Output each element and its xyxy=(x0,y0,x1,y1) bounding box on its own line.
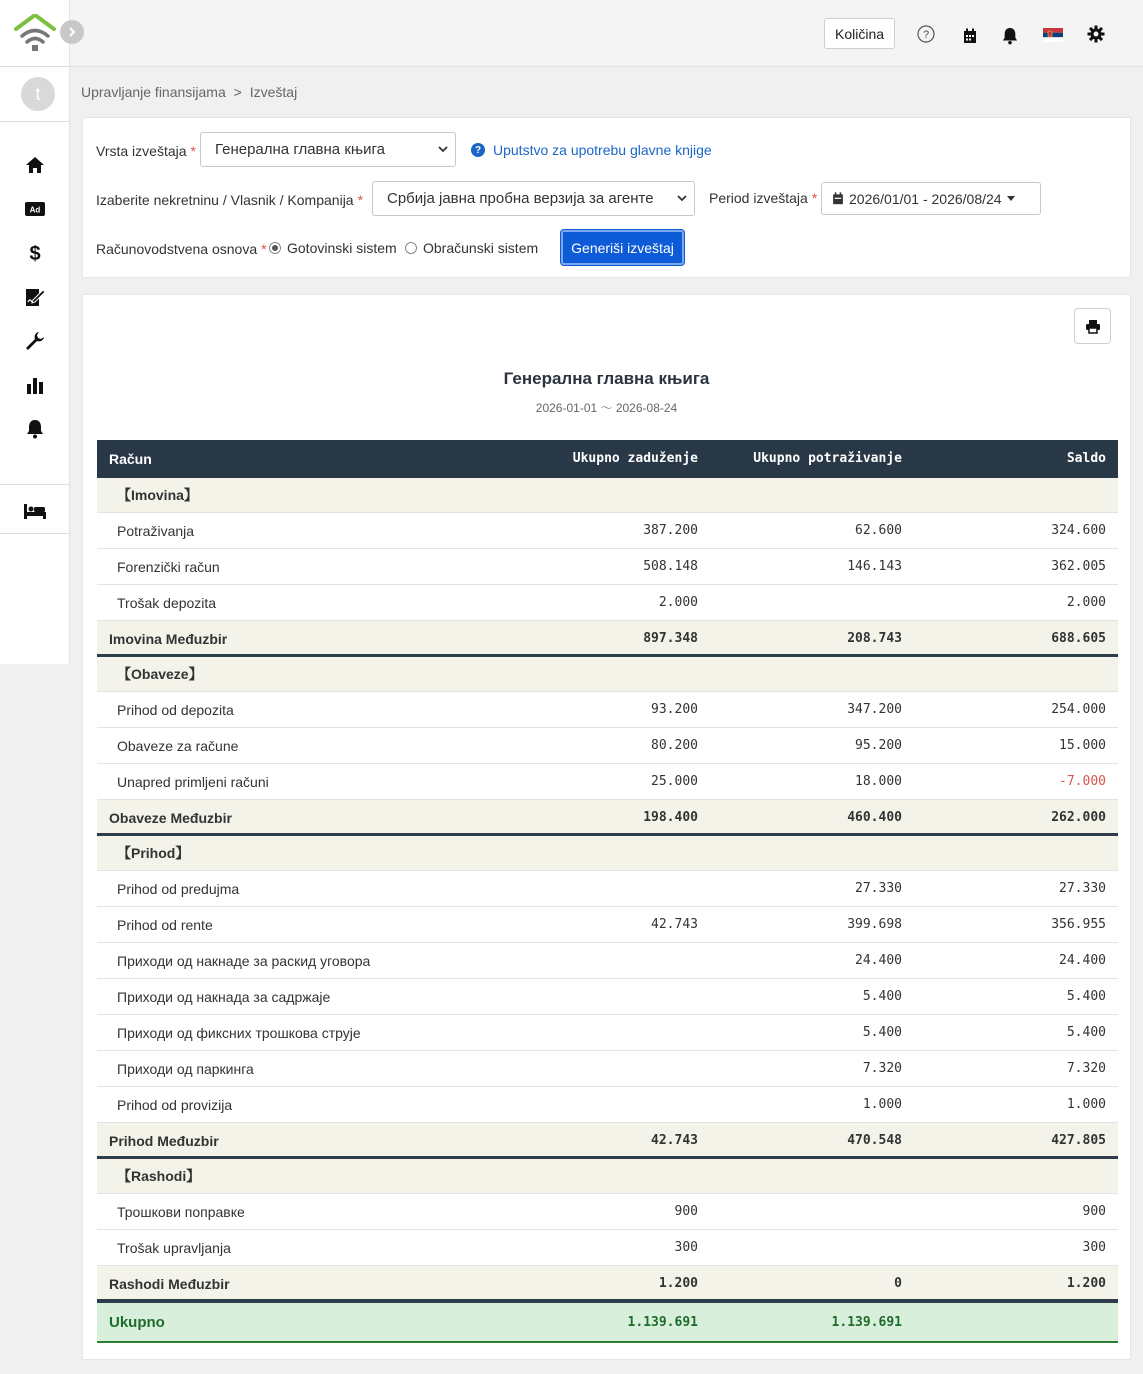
table-row xyxy=(97,764,1118,800)
bell-icon[interactable] xyxy=(23,417,47,441)
report-type-label: Vrsta izveštaja * xyxy=(96,143,196,159)
basis-option-label: Gotovinski sistem xyxy=(287,240,397,256)
credit-cell: 1.000 xyxy=(862,1097,902,1112)
subtotal-row xyxy=(97,1123,1118,1159)
svg-text:$: $ xyxy=(29,243,41,263)
help-link[interactable] xyxy=(471,142,712,158)
account-name: 【Rashodi】 xyxy=(117,1168,201,1184)
credit-cell: 5.400 xyxy=(862,989,902,1004)
sign-document-icon[interactable] xyxy=(23,285,47,309)
subtotal-row xyxy=(97,621,1118,657)
bar-chart-icon[interactable] xyxy=(23,373,47,397)
debit-cell: 198.400 xyxy=(643,810,698,825)
subtotal-row xyxy=(97,800,1118,836)
table-row xyxy=(97,943,1118,979)
logo-icon[interactable] xyxy=(14,14,56,52)
credit-cell: 399.698 xyxy=(847,917,902,932)
column-header-account: Račun xyxy=(109,451,152,467)
calendar-icon xyxy=(832,192,844,205)
balance-cell: 7.320 xyxy=(1066,1061,1106,1076)
report-subtitle: 2026-01-01 〜 2026-08-24 xyxy=(535,401,678,415)
credit-cell: 7.320 xyxy=(862,1061,902,1076)
credit-cell: 347.200 xyxy=(847,702,902,717)
category-row xyxy=(97,1159,1118,1194)
account-name: Prihod od predujma xyxy=(117,881,240,897)
wrench-icon[interactable] xyxy=(23,329,47,353)
calendar-icon[interactable] xyxy=(960,26,980,46)
credit-cell: 208.743 xyxy=(847,631,902,646)
home-icon[interactable] xyxy=(23,153,47,177)
debit-cell: 300 xyxy=(674,1240,698,1255)
balance-cell: 1.000 xyxy=(1066,1097,1106,1112)
balance-cell: 15.000 xyxy=(1059,738,1106,753)
account-name: 【Prihod】 xyxy=(117,845,190,861)
account-name: Приходи од накнада за садржаје xyxy=(117,989,331,1005)
debit-cell: 900 xyxy=(674,1204,698,1219)
account-name: Forenzički račun xyxy=(117,559,220,575)
caret-down-icon xyxy=(1006,195,1016,203)
balance-cell: 900 xyxy=(1082,1204,1106,1219)
table-header xyxy=(97,440,1118,478)
table-row xyxy=(97,1015,1118,1051)
credit-cell: 27.330 xyxy=(855,881,902,896)
table-row xyxy=(97,979,1118,1015)
credit-cell: 470.548 xyxy=(847,1133,902,1148)
basis-label: Računovodstvena osnova * xyxy=(96,241,267,257)
table-row xyxy=(97,907,1118,943)
question-icon: ? xyxy=(471,143,485,157)
credit-cell: 95.200 xyxy=(855,738,902,753)
account-name: Приходи од фиксних трошкова струје xyxy=(117,1025,361,1041)
bed-icon[interactable] xyxy=(23,499,47,523)
period-label: Period izveštaja * xyxy=(709,190,818,206)
debit-cell: 897.348 xyxy=(643,631,698,646)
report-panel xyxy=(82,294,1131,1360)
balance-cell: 24.400 xyxy=(1059,953,1106,968)
category-row xyxy=(97,836,1118,871)
column-header-balance: Saldo xyxy=(1066,451,1106,466)
column-header-credit: Ukupno potraživanje xyxy=(753,451,902,466)
credit-cell: 18.000 xyxy=(855,774,902,789)
generate-report-button[interactable]: Generiši izveštaj xyxy=(561,230,684,265)
basis-radio-accrual[interactable] xyxy=(405,240,538,256)
quantity-button[interactable]: Količina xyxy=(824,18,895,49)
help-circle-icon[interactable] xyxy=(916,24,936,44)
balance-cell: -7.000 xyxy=(1059,774,1106,789)
basis-option-label: Obračunski sistem xyxy=(423,240,539,256)
account-name: Prihod od provizija xyxy=(117,1097,233,1113)
category-row xyxy=(97,657,1118,692)
basis-radio-cash[interactable] xyxy=(269,240,397,256)
balance-cell: 356.955 xyxy=(1051,917,1106,932)
ledger-table xyxy=(97,440,1118,1343)
period-daterange-input[interactable] xyxy=(821,182,1041,215)
account-name: Приходи од накнаде за раскид уговора xyxy=(117,953,371,969)
table-row xyxy=(97,585,1118,621)
debit-cell: 1.200 xyxy=(658,1276,698,1291)
help-link-label: Uputstvo za upotrebu glavne knjige xyxy=(493,142,712,158)
svg-text:Ad: Ad xyxy=(29,205,41,215)
table-row xyxy=(97,1230,1118,1266)
account-name: Unapred primljeni računi xyxy=(117,774,269,790)
account-name: Obaveze za račune xyxy=(117,738,239,754)
debit-cell: 25.000 xyxy=(651,774,698,789)
balance-cell: 362.005 xyxy=(1051,559,1106,574)
balance-cell: 427.805 xyxy=(1051,1133,1106,1148)
account-name: 【Obaveze】 xyxy=(117,666,203,682)
property-value: Србија јавна пробна верзија за агенте xyxy=(387,190,654,207)
breadcrumb-current: Izveštaj xyxy=(249,84,298,100)
table-row xyxy=(97,1051,1118,1087)
report-type-value: Генерална главна књига xyxy=(215,141,385,158)
account-name: Трошкови поправке xyxy=(117,1204,245,1220)
account-name: Trošak upravljanja xyxy=(117,1240,231,1256)
balance-cell: 688.605 xyxy=(1051,631,1106,646)
account-name: 【Imovina】 xyxy=(117,487,198,503)
account-name: Приходи од паркинга xyxy=(117,1061,254,1077)
balance-cell: 262.000 xyxy=(1051,810,1106,825)
balance-cell: 324.600 xyxy=(1051,523,1106,538)
subtotal-row xyxy=(97,1266,1118,1302)
sidebar xyxy=(0,0,70,664)
debit-cell: 80.200 xyxy=(651,738,698,753)
chevron-down-icon xyxy=(676,192,688,204)
account-name: Trošak depozita xyxy=(117,595,217,611)
balance-cell: 254.000 xyxy=(1051,702,1106,717)
credit-cell: 24.400 xyxy=(855,953,902,968)
period-value: 2026/01/01 - 2026/08/24 xyxy=(849,190,1002,207)
total-debit: 1.139.691 xyxy=(627,1315,698,1330)
print-icon xyxy=(1085,319,1101,334)
breadcrumb-separator: > xyxy=(233,84,242,100)
svg-text:?: ? xyxy=(922,29,930,41)
table-row xyxy=(97,513,1118,549)
report-filter-panel xyxy=(82,117,1131,278)
gear-icon[interactable] xyxy=(1086,24,1106,44)
property-select[interactable] xyxy=(372,181,695,216)
avatar-initial: t xyxy=(35,83,41,104)
table-row xyxy=(97,871,1118,907)
balance-cell: 27.330 xyxy=(1059,881,1106,896)
topbar xyxy=(70,0,1143,67)
category-row xyxy=(97,478,1118,513)
balance-cell: 5.400 xyxy=(1066,1025,1106,1040)
balance-cell: 300 xyxy=(1082,1240,1106,1255)
table-row xyxy=(97,1087,1118,1123)
debit-cell: 42.743 xyxy=(651,917,698,932)
table-row xyxy=(97,1194,1118,1230)
total-row xyxy=(97,1302,1118,1343)
report-type-select[interactable] xyxy=(200,132,456,167)
serbia-flag-icon[interactable] xyxy=(1043,25,1063,45)
total-label: Ukupno xyxy=(109,1314,165,1331)
property-label: Izaberite nekretninu / Vlasnik / Kompanija * xyxy=(96,192,364,208)
report-title: Генерална главна књига xyxy=(503,369,710,388)
account-name: Prihod Međuzbir xyxy=(109,1133,219,1149)
breadcrumb-parent[interactable]: Upravljanje finansijama xyxy=(81,84,226,100)
bell-icon[interactable] xyxy=(1000,26,1020,46)
radio-checked-icon xyxy=(269,242,281,254)
chevron-right-icon xyxy=(67,27,77,37)
credit-cell: 5.400 xyxy=(862,1025,902,1040)
debit-cell: 508.148 xyxy=(643,559,698,574)
credit-cell: 146.143 xyxy=(847,559,902,574)
account-name: Rashodi Međuzbir xyxy=(109,1276,230,1292)
debit-cell: 93.200 xyxy=(651,702,698,717)
ad-icon[interactable] xyxy=(23,197,47,221)
credit-cell: 0 xyxy=(894,1276,902,1291)
balance-cell: 5.400 xyxy=(1066,989,1106,1004)
account-name: Obaveze Međuzbir xyxy=(109,810,232,826)
chevron-down-icon xyxy=(437,143,449,155)
avatar[interactable] xyxy=(21,77,55,111)
account-name: Potraživanja xyxy=(117,523,195,539)
debit-cell: 2.000 xyxy=(658,595,698,610)
account-name: Imovina Međuzbir xyxy=(109,631,228,647)
account-name: Prihod od rente xyxy=(117,917,213,933)
debit-cell: 387.200 xyxy=(643,523,698,538)
balance-cell: 2.000 xyxy=(1066,595,1106,610)
column-header-debit: Ukupno zaduženje xyxy=(572,451,698,466)
radio-unchecked-icon xyxy=(405,242,417,254)
dollar-icon[interactable] xyxy=(23,241,47,265)
balance-cell: 1.200 xyxy=(1066,1276,1106,1291)
print-button[interactable] xyxy=(1074,308,1111,344)
account-name: Prihod od depozita xyxy=(117,702,234,718)
credit-cell: 62.600 xyxy=(855,523,902,538)
debit-cell: 42.743 xyxy=(651,1133,698,1148)
credit-cell: 460.400 xyxy=(847,810,902,825)
breadcrumb xyxy=(81,84,301,100)
sidebar-toggle-button[interactable] xyxy=(60,20,84,44)
table-row xyxy=(97,692,1118,728)
total-credit: 1.139.691 xyxy=(831,1315,902,1330)
table-row xyxy=(97,549,1118,585)
table-row xyxy=(97,728,1118,764)
